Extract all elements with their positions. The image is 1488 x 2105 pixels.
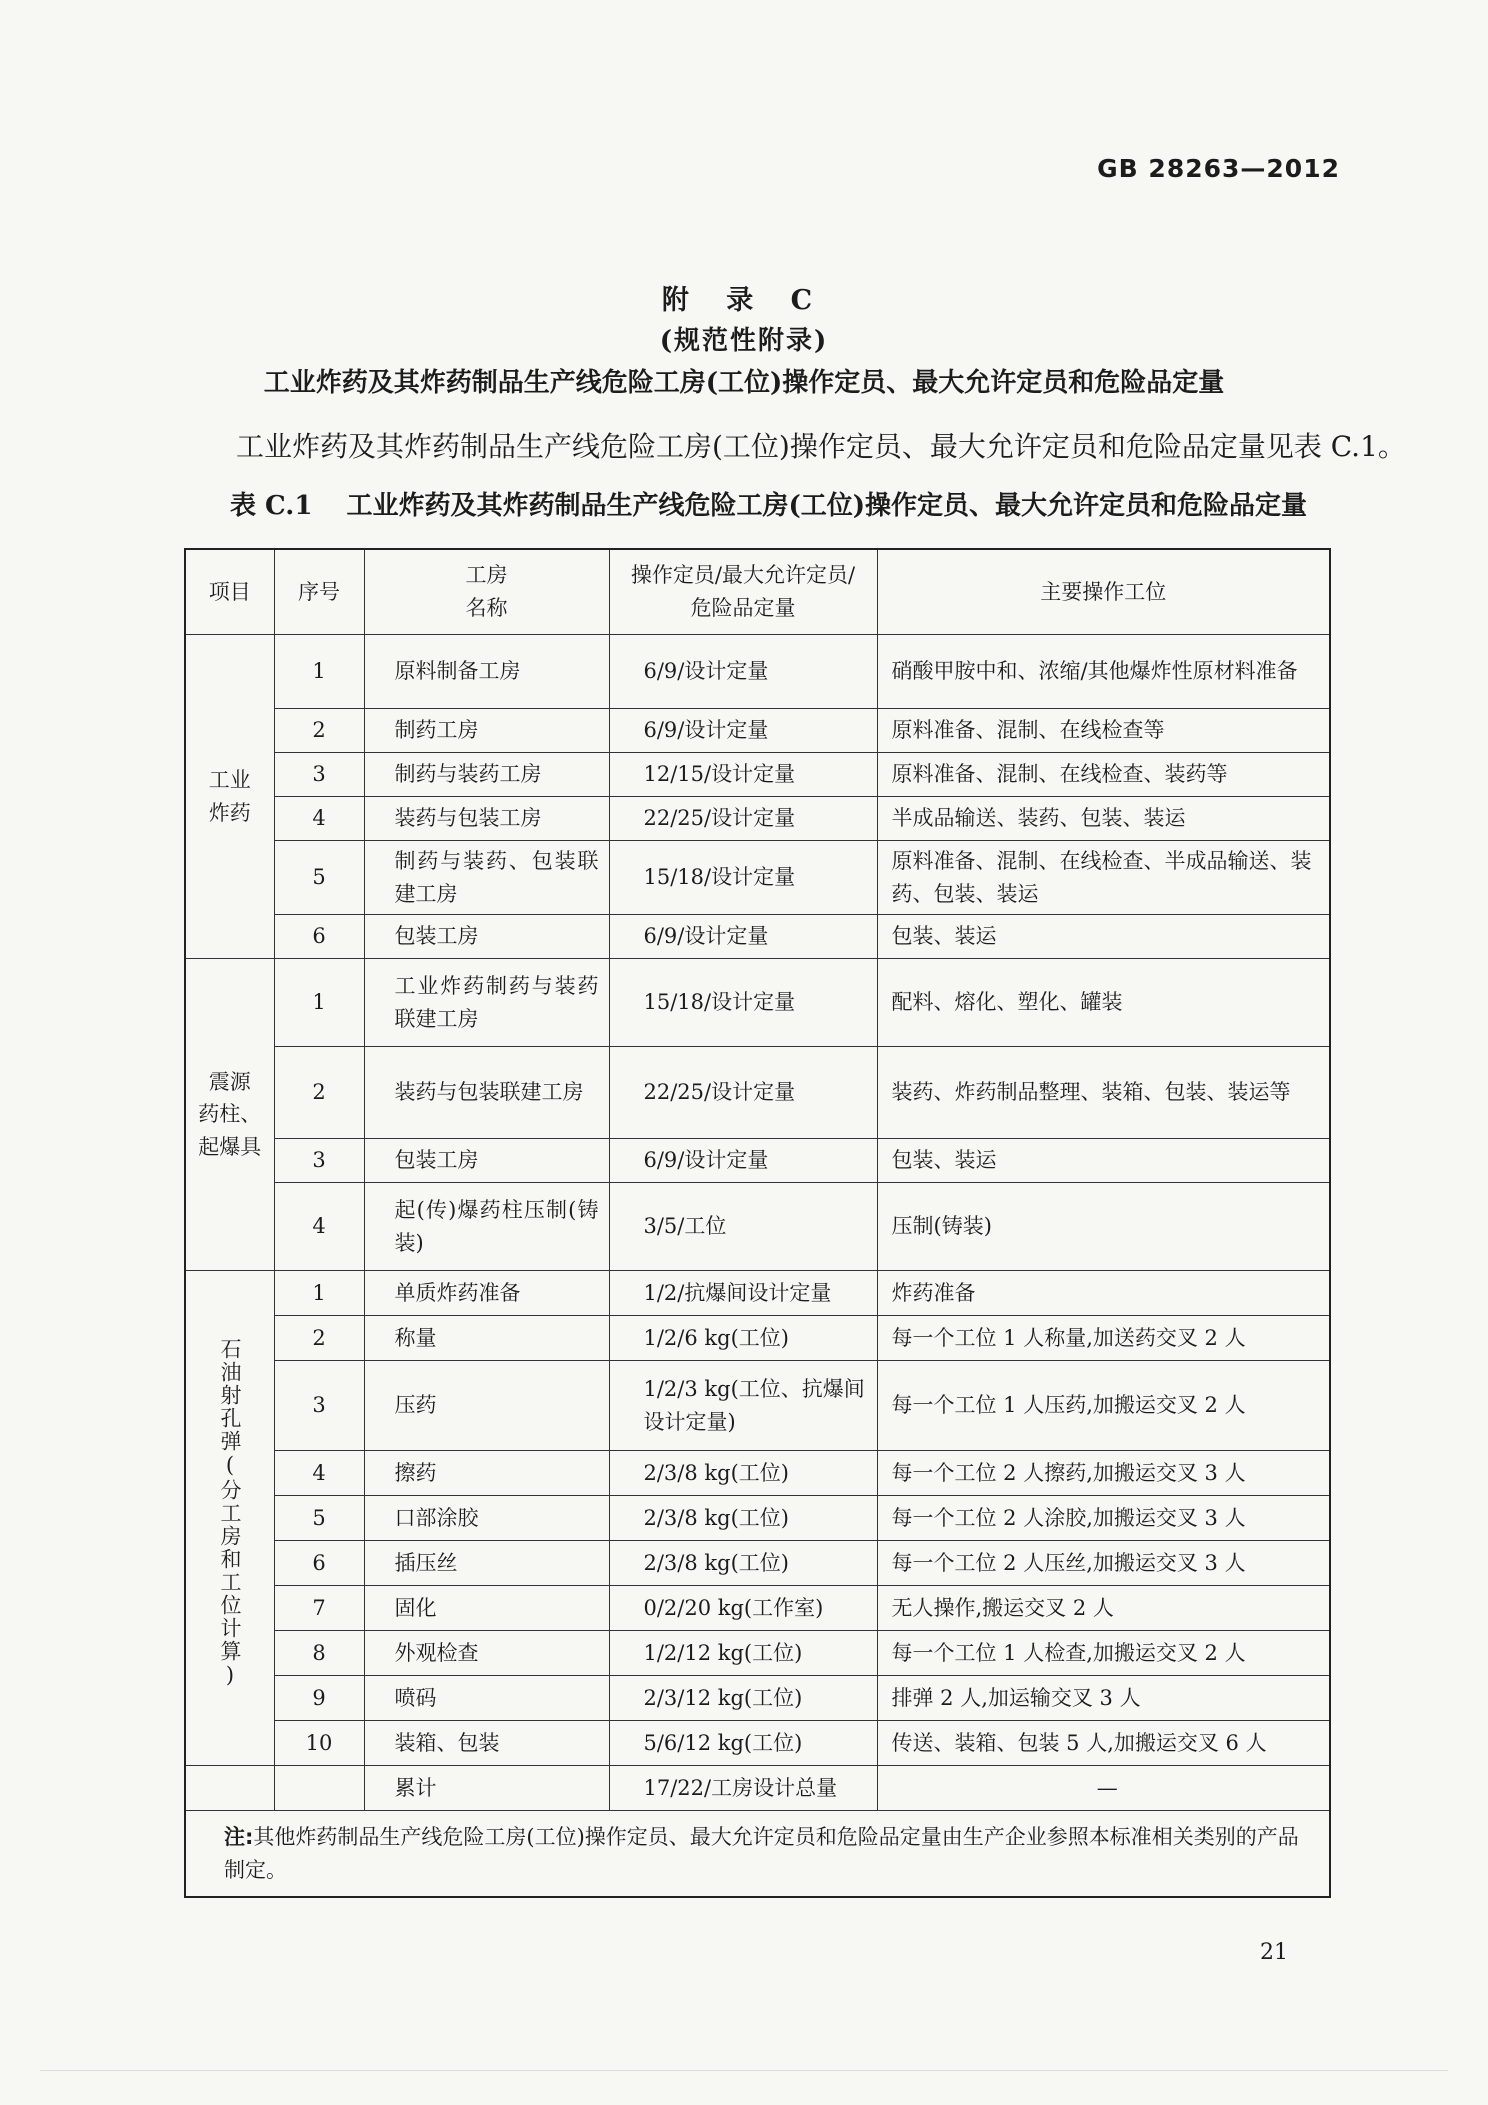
table-note-row bbox=[185, 1811, 1330, 1898]
seq-cell: 6 bbox=[274, 915, 364, 959]
table-row bbox=[185, 915, 1330, 959]
quota-cell: 6/9/设计定量 bbox=[609, 709, 877, 753]
header-seq: 序号 bbox=[274, 549, 364, 635]
table-row-total bbox=[185, 1766, 1330, 1811]
seq-cell: 2 bbox=[274, 709, 364, 753]
table-row bbox=[185, 1361, 1330, 1451]
table-row bbox=[185, 1271, 1330, 1316]
quota-cell: 5/6/12 kg(工位) bbox=[609, 1721, 877, 1766]
table-caption bbox=[230, 485, 1307, 522]
positions-cell: 每一个工位 1 人检查,加搬运交叉 2 人 bbox=[877, 1631, 1330, 1676]
quota-cell: 1/2/3 kg(工位、抗爆间设计定量) bbox=[609, 1361, 877, 1451]
name-cell: 装箱、包装 bbox=[364, 1721, 609, 1766]
name-cell: 喷码 bbox=[364, 1676, 609, 1721]
name-cell: 擦药 bbox=[364, 1451, 609, 1496]
page-number: 21 bbox=[1260, 1940, 1288, 1965]
positions-cell: 包装、装运 bbox=[877, 1139, 1330, 1183]
seq-cell: 3 bbox=[274, 1139, 364, 1183]
table-row bbox=[185, 1676, 1330, 1721]
name-cell: 单质炸药准备 bbox=[364, 1271, 609, 1316]
seq-cell: 2 bbox=[274, 1047, 364, 1139]
appendix-type: (规范性附录) bbox=[659, 326, 829, 356]
name-cell: 累计 bbox=[364, 1766, 609, 1811]
name-cell: 原料制备工房 bbox=[364, 635, 609, 709]
name-cell: 外观检查 bbox=[364, 1631, 609, 1676]
header-quota: 操作定员/最大允许定员/ 危险品定量 bbox=[609, 549, 877, 635]
table-row bbox=[185, 1316, 1330, 1361]
page-bottom-rule bbox=[40, 2070, 1448, 2071]
name-cell: 制药工房 bbox=[364, 709, 609, 753]
header-category: 项目 bbox=[185, 549, 274, 635]
quota-table bbox=[184, 548, 1331, 1898]
seq-cell: 9 bbox=[274, 1676, 364, 1721]
name-cell: 装药与包装联建工房 bbox=[364, 1047, 609, 1139]
positions-cell: 硝酸甲胺中和、浓缩/其他爆炸性原材料准备 bbox=[877, 635, 1330, 709]
positions-cell: 每一个工位 2 人涂胶,加搬运交叉 3 人 bbox=[877, 1496, 1330, 1541]
positions-cell: 传送、装箱、包装 5 人,加搬运交叉 6 人 bbox=[877, 1721, 1330, 1766]
quota-cell: 1/2/抗爆间设计定量 bbox=[609, 1271, 877, 1316]
name-cell: 起(传)爆药柱压制(铸装) bbox=[364, 1183, 609, 1271]
positions-cell: 原料准备、混制、在线检查、装药等 bbox=[877, 753, 1330, 797]
quota-cell: 2/3/8 kg(工位) bbox=[609, 1451, 877, 1496]
seq-cell: 4 bbox=[274, 1183, 364, 1271]
name-cell: 口部涂胶 bbox=[364, 1496, 609, 1541]
name-cell: 工业炸药制药与装药联建工房 bbox=[364, 959, 609, 1047]
positions-cell: 原料准备、混制、在线检查、半成品输送、装药、包装、装运 bbox=[877, 841, 1330, 915]
seq-cell: 2 bbox=[274, 1316, 364, 1361]
positions-cell: 包装、装运 bbox=[877, 915, 1330, 959]
positions-cell: 半成品输送、装药、包装、装运 bbox=[877, 797, 1330, 841]
category-cell-empty bbox=[185, 1766, 274, 1811]
table-header-row bbox=[185, 549, 1330, 635]
quota-cell: 1/2/12 kg(工位) bbox=[609, 1631, 877, 1676]
table-row bbox=[185, 753, 1330, 797]
name-cell: 固化 bbox=[364, 1586, 609, 1631]
table-note bbox=[185, 1811, 1330, 1898]
table-row bbox=[185, 1451, 1330, 1496]
seq-cell bbox=[274, 1766, 364, 1811]
table-caption-title: 工业炸药及其炸药制品生产线危险工房(工位)操作定员、最大允许定员和危险品定量 bbox=[346, 491, 1308, 521]
name-cell: 压药 bbox=[364, 1361, 609, 1451]
positions-cell: — bbox=[877, 1766, 1330, 1811]
name-cell: 插压丝 bbox=[364, 1541, 609, 1586]
positions-cell: 原料准备、混制、在线检查等 bbox=[877, 709, 1330, 753]
seq-cell: 6 bbox=[274, 1541, 364, 1586]
note-label: 注: bbox=[224, 1825, 254, 1850]
positions-cell: 每一个工位 1 人称量,加送药交叉 2 人 bbox=[877, 1316, 1330, 1361]
table-row bbox=[185, 1631, 1330, 1676]
name-cell: 包装工房 bbox=[364, 915, 609, 959]
name-cell: 制药与装药工房 bbox=[364, 753, 609, 797]
table-row bbox=[185, 1183, 1330, 1271]
seq-cell: 5 bbox=[274, 1496, 364, 1541]
appendix-heading: 工业炸药及其炸药制品生产线危险工房(工位)操作定员、最大允许定员和危险品定量 bbox=[263, 368, 1225, 398]
name-cell: 制药与装药、包装联建工房 bbox=[364, 841, 609, 915]
quota-cell: 22/25/设计定量 bbox=[609, 797, 877, 841]
quota-cell: 15/18/设计定量 bbox=[609, 841, 877, 915]
table-row bbox=[185, 1139, 1330, 1183]
positions-cell: 每一个工位 2 人擦药,加搬运交叉 3 人 bbox=[877, 1451, 1330, 1496]
seq-cell: 1 bbox=[274, 1271, 364, 1316]
table-row bbox=[185, 709, 1330, 753]
seq-cell: 3 bbox=[274, 753, 364, 797]
quota-cell: 2/3/12 kg(工位) bbox=[609, 1676, 877, 1721]
seq-cell: 5 bbox=[274, 841, 364, 915]
seq-cell: 1 bbox=[274, 635, 364, 709]
table-row bbox=[185, 1047, 1330, 1139]
quota-cell: 17/22/工房设计总量 bbox=[609, 1766, 877, 1811]
category-cell: 工业 炸药 bbox=[185, 635, 274, 959]
quota-cell: 6/9/设计定量 bbox=[609, 915, 877, 959]
seq-cell: 4 bbox=[274, 797, 364, 841]
table-row bbox=[185, 1586, 1330, 1631]
table-row bbox=[185, 635, 1330, 709]
quota-cell: 2/3/8 kg(工位) bbox=[609, 1541, 877, 1586]
name-cell: 称量 bbox=[364, 1316, 609, 1361]
table-row bbox=[185, 797, 1330, 841]
seq-cell: 3 bbox=[274, 1361, 364, 1451]
quota-cell: 6/9/设计定量 bbox=[609, 1139, 877, 1183]
seq-cell: 8 bbox=[274, 1631, 364, 1676]
positions-cell: 装药、炸药制品整理、装箱、包装、装运等 bbox=[877, 1047, 1330, 1139]
positions-cell: 每一个工位 1 人压药,加搬运交叉 2 人 bbox=[877, 1361, 1330, 1451]
header-name: 工房 名称 bbox=[364, 549, 609, 635]
table-row bbox=[185, 1721, 1330, 1766]
table-row bbox=[185, 841, 1330, 915]
table-row bbox=[185, 1496, 1330, 1541]
positions-cell: 炸药准备 bbox=[877, 1271, 1330, 1316]
table-row bbox=[185, 1541, 1330, 1586]
positions-cell: 配料、熔化、塑化、罐装 bbox=[877, 959, 1330, 1047]
header-positions: 主要操作工位 bbox=[877, 549, 1330, 635]
name-cell: 包装工房 bbox=[364, 1139, 609, 1183]
seq-cell: 10 bbox=[274, 1721, 364, 1766]
standard-code: GB 28263—2012 bbox=[1097, 154, 1340, 183]
positions-cell: 每一个工位 2 人压丝,加搬运交叉 3 人 bbox=[877, 1541, 1330, 1586]
quota-cell: 6/9/设计定量 bbox=[609, 635, 877, 709]
category-cell: 石油射孔弹(分工房和工位计算) bbox=[185, 1271, 274, 1766]
name-cell: 装药与包装工房 bbox=[364, 797, 609, 841]
category-cell: 震源 药柱、 起爆具 bbox=[185, 959, 274, 1271]
quota-cell: 12/15/设计定量 bbox=[609, 753, 877, 797]
quota-cell: 0/2/20 kg(工作室) bbox=[609, 1586, 877, 1631]
seq-cell: 7 bbox=[274, 1586, 364, 1631]
seq-cell: 1 bbox=[274, 959, 364, 1047]
intro-paragraph: 工业炸药及其炸药制品生产线危险工房(工位)操作定员、最大允许定员和危险品定量见表 C.1。 bbox=[236, 430, 1406, 463]
positions-cell: 排弹 2 人,加运输交叉 3 人 bbox=[877, 1676, 1330, 1721]
appendix-title: 附 录 C bbox=[661, 285, 827, 316]
note-text: 其他炸药制品生产线危险工房(工位)操作定员、最大允许定员和危险品定量由生产企业参照本标准相关类别的产品制定。 bbox=[224, 1825, 1299, 1882]
quota-cell: 3/5/工位 bbox=[609, 1183, 877, 1271]
positions-cell: 压制(铸装) bbox=[877, 1183, 1330, 1271]
quota-cell: 22/25/设计定量 bbox=[609, 1047, 877, 1139]
table-row bbox=[185, 959, 1330, 1047]
quota-cell: 2/3/8 kg(工位) bbox=[609, 1496, 877, 1541]
quota-cell: 1/2/6 kg(工位) bbox=[609, 1316, 877, 1361]
quota-cell: 15/18/设计定量 bbox=[609, 959, 877, 1047]
positions-cell: 无人操作,搬运交叉 2 人 bbox=[877, 1586, 1330, 1631]
seq-cell: 4 bbox=[274, 1451, 364, 1496]
table-caption-number: 表 C.1 bbox=[230, 491, 313, 521]
